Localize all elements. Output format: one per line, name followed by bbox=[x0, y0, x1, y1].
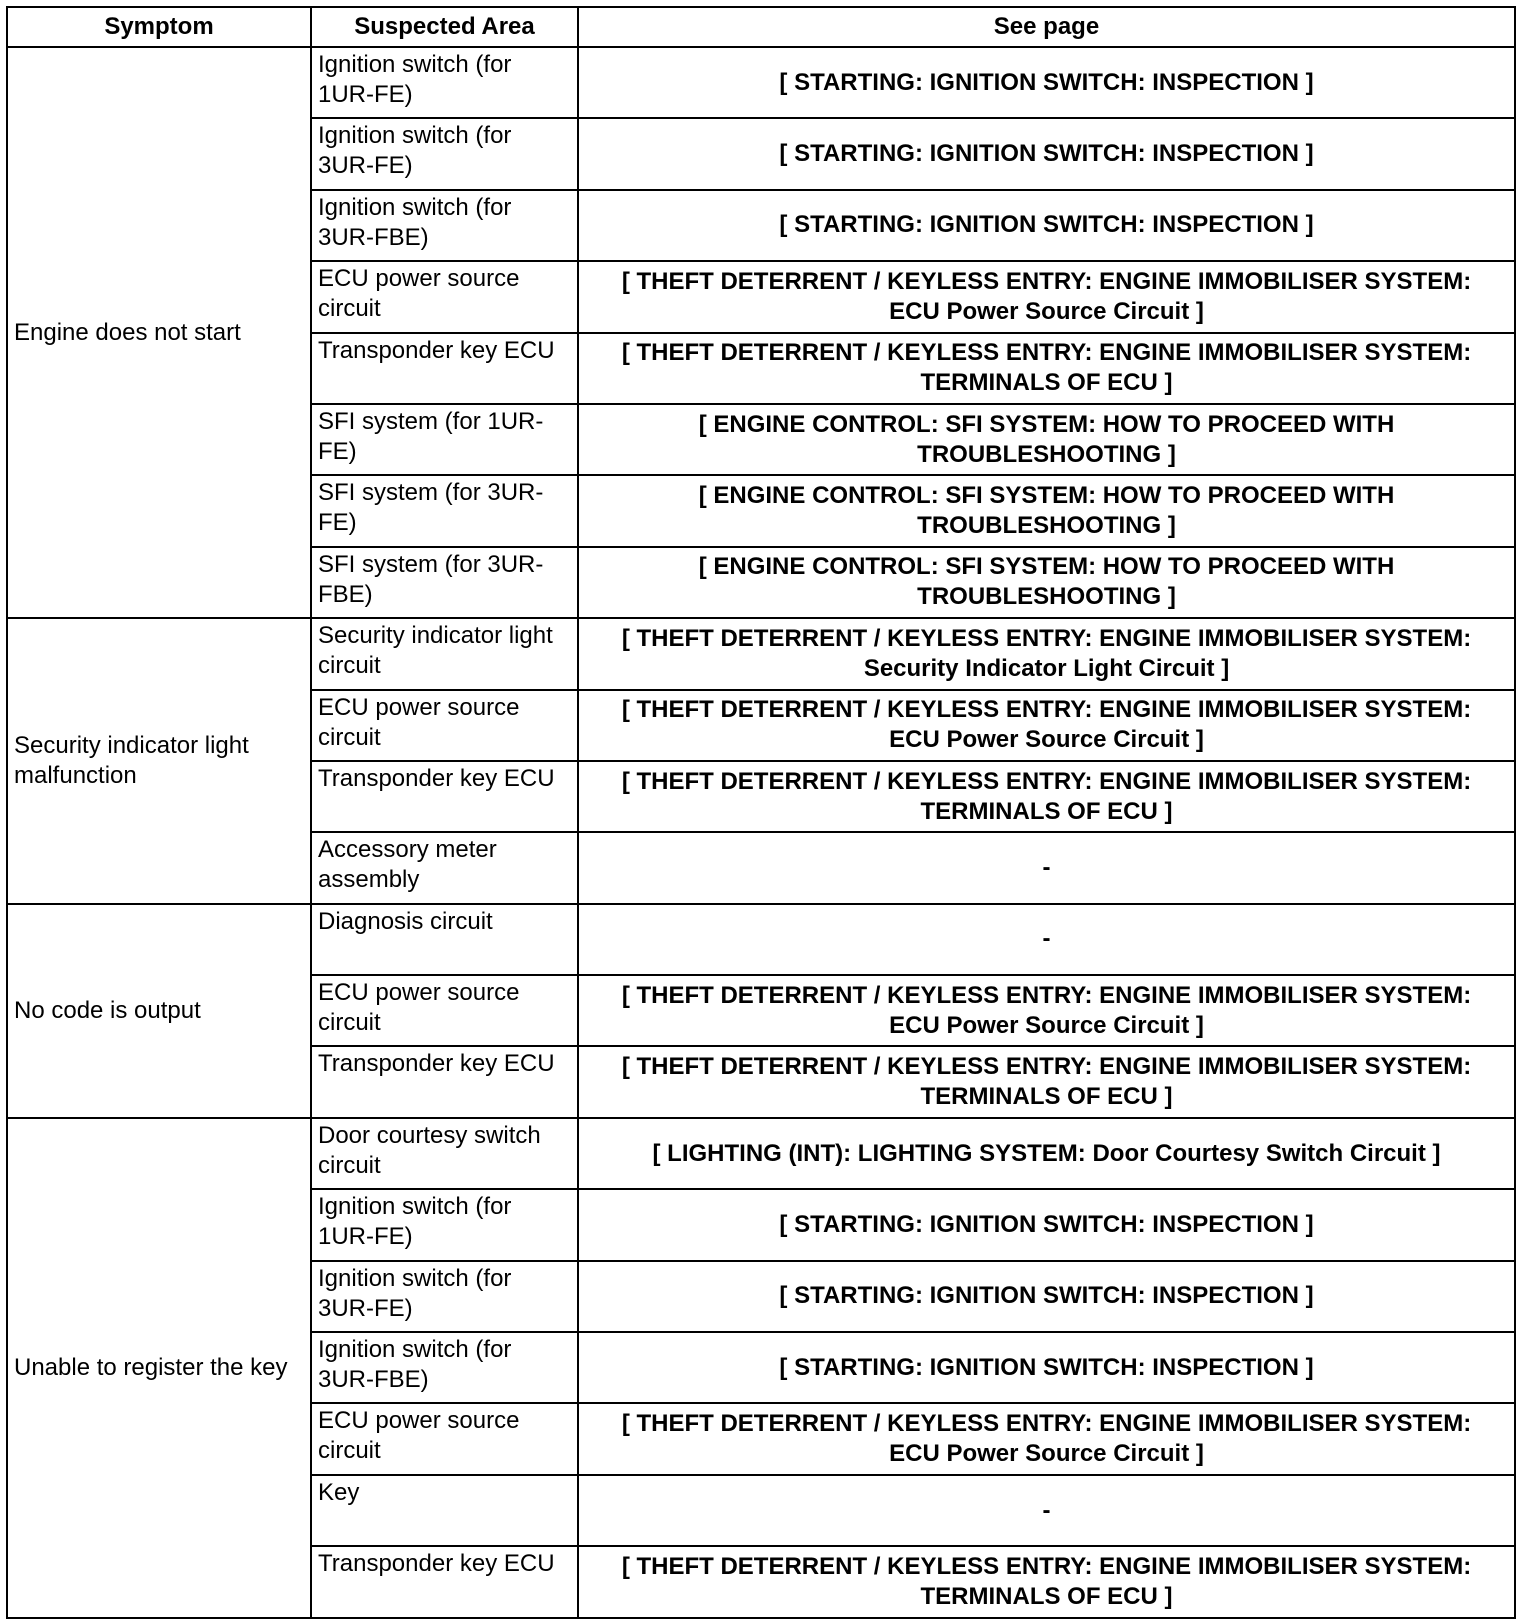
see-page-line: [ THEFT DETERRENT / KEYLESS ENTRY: ENGINE IMMOBILISER SYSTEM: bbox=[621, 339, 1472, 367]
see-page-line: - bbox=[1042, 1496, 1051, 1524]
see-page-line: [ THEFT DETERRENT / KEYLESS ENTRY: ENGINE IMMOBILISER SYSTEM: bbox=[621, 624, 1472, 652]
see-page-cell bbox=[578, 47, 1515, 118]
see-page-line: [ STARTING: IGNITION SWITCH: INSPECTION ] bbox=[779, 1353, 1314, 1381]
see-page-cell bbox=[578, 618, 1515, 689]
suspected-area-cell: ECU power source circuit bbox=[311, 261, 578, 332]
suspected-area-cell: Transponder key ECU bbox=[311, 761, 578, 832]
see-page-cell bbox=[578, 404, 1515, 475]
suspected-area-cell: Key bbox=[311, 1475, 578, 1546]
symptom-cell: Engine does not start bbox=[7, 47, 311, 618]
see-page-line: [ THEFT DETERRENT / KEYLESS ENTRY: ENGINE IMMOBILISER SYSTEM: bbox=[621, 981, 1472, 1009]
see-page-line: [ STARTING: IGNITION SWITCH: INSPECTION ] bbox=[779, 1282, 1314, 1310]
see-page-cell bbox=[578, 261, 1515, 332]
suspected-area-cell: Transponder key ECU bbox=[311, 333, 578, 404]
suspected-area-cell: Ignition switch (for 3UR-FE) bbox=[311, 1261, 578, 1332]
suspected-area-cell: Accessory meter assembly bbox=[311, 832, 578, 903]
suspected-area-cell: ECU power source circuit bbox=[311, 690, 578, 761]
see-page-cell bbox=[578, 690, 1515, 761]
see-page-line: [ THEFT DETERRENT / KEYLESS ENTRY: ENGINE IMMOBILISER SYSTEM: bbox=[621, 267, 1472, 295]
see-page-cell bbox=[578, 547, 1515, 618]
see-page-line: [ STARTING: IGNITION SWITCH: INSPECTION ] bbox=[779, 1210, 1314, 1238]
see-page-line: [ LIGHTING (INT): LIGHTING SYSTEM: Door Courtesy Switch Circuit ] bbox=[652, 1139, 1441, 1167]
see-page-cell bbox=[578, 1546, 1515, 1617]
table-row bbox=[7, 618, 1515, 689]
see-page-line: Security Indicator Light Circuit ] bbox=[863, 654, 1230, 682]
suspected-area-cell: SFI system (for 1UR-FE) bbox=[311, 404, 578, 475]
symptom-cell: No code is output bbox=[7, 904, 311, 1118]
see-page-cell bbox=[578, 1189, 1515, 1260]
see-page-cell bbox=[578, 1118, 1515, 1189]
see-page-cell bbox=[578, 475, 1515, 546]
header-symptom: Symptom bbox=[7, 7, 311, 47]
table-row bbox=[7, 1118, 1515, 1189]
see-page-line: TERMINALS OF ECU ] bbox=[920, 797, 1173, 825]
troubleshooting-table bbox=[6, 6, 1516, 1619]
see-page-cell bbox=[578, 1046, 1515, 1117]
see-page-line: [ STARTING: IGNITION SWITCH: INSPECTION ] bbox=[779, 68, 1314, 96]
see-page-line: ECU Power Source Circuit ] bbox=[889, 297, 1204, 325]
suspected-area-cell: Security indicator light circuit bbox=[311, 618, 578, 689]
see-page-line: [ ENGINE CONTROL: SFI SYSTEM: HOW TO PROCEED WITH bbox=[698, 410, 1395, 438]
suspected-area-cell: Ignition switch (for 1UR-FE) bbox=[311, 1189, 578, 1260]
see-page-line: TROUBLESHOOTING ] bbox=[917, 583, 1176, 611]
see-page-cell bbox=[578, 333, 1515, 404]
see-page-line: [ ENGINE CONTROL: SFI SYSTEM: HOW TO PROCEED WITH bbox=[698, 553, 1395, 581]
see-page-line: TERMINALS OF ECU ] bbox=[920, 369, 1173, 397]
symptom-cell: Unable to register the key bbox=[7, 1118, 311, 1618]
table-row bbox=[7, 904, 1515, 975]
see-page-cell bbox=[578, 1261, 1515, 1332]
suspected-area-cell: Diagnosis circuit bbox=[311, 904, 578, 975]
see-page-line: ECU Power Source Circuit ] bbox=[889, 1011, 1204, 1039]
see-page-line: [ THEFT DETERRENT / KEYLESS ENTRY: ENGINE IMMOBILISER SYSTEM: bbox=[621, 696, 1472, 724]
see-page-line: TERMINALS OF ECU ] bbox=[920, 1083, 1173, 1111]
suspected-area-cell: ECU power source circuit bbox=[311, 975, 578, 1046]
symptom-cell: Security indicator light malfunction bbox=[7, 618, 311, 904]
see-page-line: [ THEFT DETERRENT / KEYLESS ENTRY: ENGINE IMMOBILISER SYSTEM: bbox=[621, 1053, 1472, 1081]
suspected-area-cell: Ignition switch (for 3UR-FBE) bbox=[311, 190, 578, 261]
see-page-line: [ ENGINE CONTROL: SFI SYSTEM: HOW TO PROCEED WITH bbox=[698, 482, 1395, 510]
header-row bbox=[7, 7, 1515, 47]
suspected-area-cell: Ignition switch (for 3UR-FBE) bbox=[311, 1332, 578, 1403]
suspected-area-cell: Door courtesy switch circuit bbox=[311, 1118, 578, 1189]
header-suspected-area: Suspected Area bbox=[311, 7, 578, 47]
see-page-line: [ THEFT DETERRENT / KEYLESS ENTRY: ENGINE IMMOBILISER SYSTEM: bbox=[621, 1552, 1472, 1580]
see-page-cell bbox=[578, 190, 1515, 261]
see-page-line: [ THEFT DETERRENT / KEYLESS ENTRY: ENGINE IMMOBILISER SYSTEM: bbox=[621, 1410, 1472, 1438]
see-page-cell bbox=[578, 1332, 1515, 1403]
see-page-cell bbox=[578, 904, 1515, 975]
see-page-line: - bbox=[1042, 925, 1051, 953]
see-page-line: [ STARTING: IGNITION SWITCH: INSPECTION ] bbox=[779, 140, 1314, 168]
suspected-area-cell: SFI system (for 3UR-FBE) bbox=[311, 547, 578, 618]
see-page-line: TROUBLESHOOTING ] bbox=[917, 440, 1176, 468]
suspected-area-cell: Transponder key ECU bbox=[311, 1546, 578, 1617]
header-see-page: See page bbox=[578, 7, 1515, 47]
see-page-line: TERMINALS OF ECU ] bbox=[920, 1582, 1173, 1610]
see-page-line: ECU Power Source Circuit ] bbox=[889, 726, 1204, 754]
see-page-line: [ STARTING: IGNITION SWITCH: INSPECTION ] bbox=[779, 211, 1314, 239]
see-page-line: TROUBLESHOOTING ] bbox=[917, 512, 1176, 540]
suspected-area-cell: Ignition switch (for 1UR-FE) bbox=[311, 47, 578, 118]
see-page-cell bbox=[578, 832, 1515, 903]
see-page-line: [ THEFT DETERRENT / KEYLESS ENTRY: ENGINE IMMOBILISER SYSTEM: bbox=[621, 767, 1472, 795]
see-page-cell bbox=[578, 1475, 1515, 1546]
suspected-area-cell: Transponder key ECU bbox=[311, 1046, 578, 1117]
suspected-area-cell: ECU power source circuit bbox=[311, 1403, 578, 1474]
see-page-line: - bbox=[1042, 853, 1051, 881]
see-page-cell bbox=[578, 975, 1515, 1046]
suspected-area-cell: SFI system (for 3UR-FE) bbox=[311, 475, 578, 546]
see-page-cell bbox=[578, 1403, 1515, 1474]
see-page-cell bbox=[578, 118, 1515, 189]
see-page-cell bbox=[578, 761, 1515, 832]
suspected-area-cell: Ignition switch (for 3UR-FE) bbox=[311, 118, 578, 189]
see-page-line: ECU Power Source Circuit ] bbox=[889, 1440, 1204, 1468]
table-body bbox=[7, 47, 1515, 1618]
table-row bbox=[7, 47, 1515, 118]
